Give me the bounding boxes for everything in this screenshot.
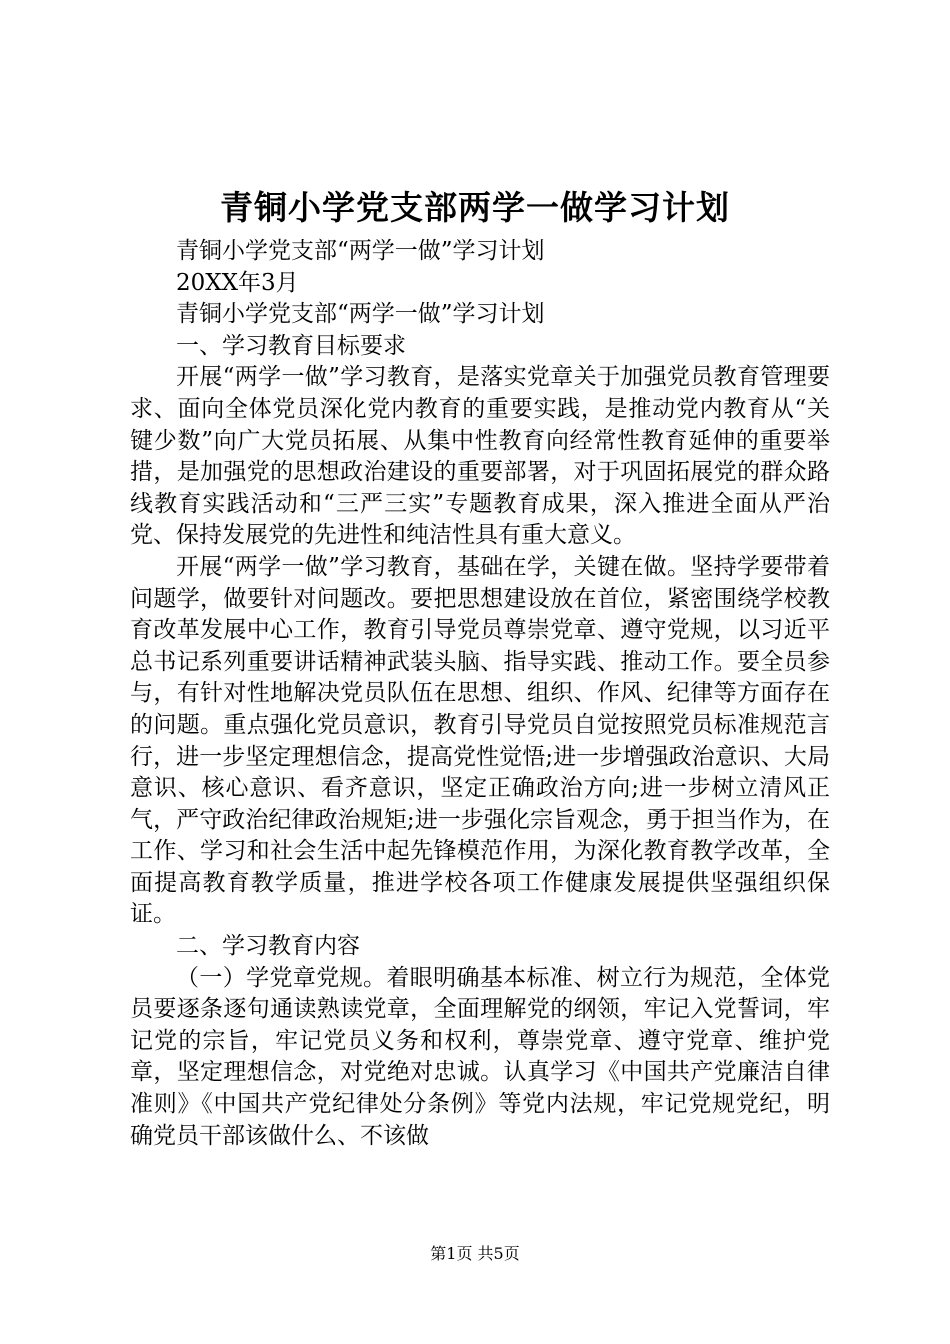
body-paragraph: （一）学党章党规。着眼明确基本标准、树立行为规范，全体党员要逐条逐句通读熟读党章，全面理解党的纲领，牢记入党誓词，牢记党的宗旨，牢记党员义务和权利，尊崇党章、遵守党章、维护党章，坚定理想信念，对党绝对忠诚。认真学习《中国共产党廉洁自律准则》《中国共产党纪律处分条例》等党内法规，牢记党规党纪，明确党员干部该做什么、不该做 <box>130 964 830 1149</box>
document-body <box>130 236 830 1152</box>
subtitle-line-repeat: 青铜小学党支部“两学一做”学习计划 <box>176 301 545 328</box>
body-paragraph: 开展“两学一做”学习教育，基础在学，关键在做。坚持学要带着问题学，做要针对问题改。要把思想建设放在首位，紧密围绕学校教育改革发展中心工作，教育引导党员尊崇党章、遵守党规，以习近平总书记系列重要讲话精神武装头脑、指导实践、推动工作。要全员参与，有针对性地解决党员队伍在思想、组织、作风、纪律等方面存在的问题。重点强化党员意识，教育引导党员自觉按照党员标准规范言行，进一步坚定理想信念，提高党性觉悟;进一步增强政治意识、大局意识、核心意识、看齐意识，坚定正确政治方向;进一步树立清风正气，严守政治纪律政治规矩;进一步强化宗旨观念，勇于担当作为，在工作、学习和社会生活中起先锋模范作用，为深化教育教学改革，全面提高教育教学质量，推进学校各项工作健康发展提供坚强组织保证。 <box>130 553 830 928</box>
subtitle-line: 青铜小学党支部“两学一做”学习计划 <box>176 238 545 264</box>
section-heading: 二、学习教育内容 <box>176 933 360 960</box>
section-heading: 一、学习教育目标要求 <box>176 332 406 359</box>
date-line: 20XX年3月 <box>176 269 299 296</box>
page-number-footer: 第1页 共5页 <box>430 1244 520 1263</box>
document-title: 青铜小学党支部两学一做学习计划 <box>220 188 730 227</box>
body-paragraph: 开展“两学一做”学习教育，是落实党章关于加强党员教育管理要求、面向全体党员深化党内教育的重要实践，是推动党内教育从“关键少数”向广大党员拓展、从集中性教育向经常性教育延伸的重要举措，是加强党的思想政治建设的重要部署，对于巩固拓展党的群众路线教育实践活动和“三严三实”专题教育成果，深入推进全面从严治党、保持发展党的先进性和纯洁性具有重大意义。 <box>130 364 830 549</box>
